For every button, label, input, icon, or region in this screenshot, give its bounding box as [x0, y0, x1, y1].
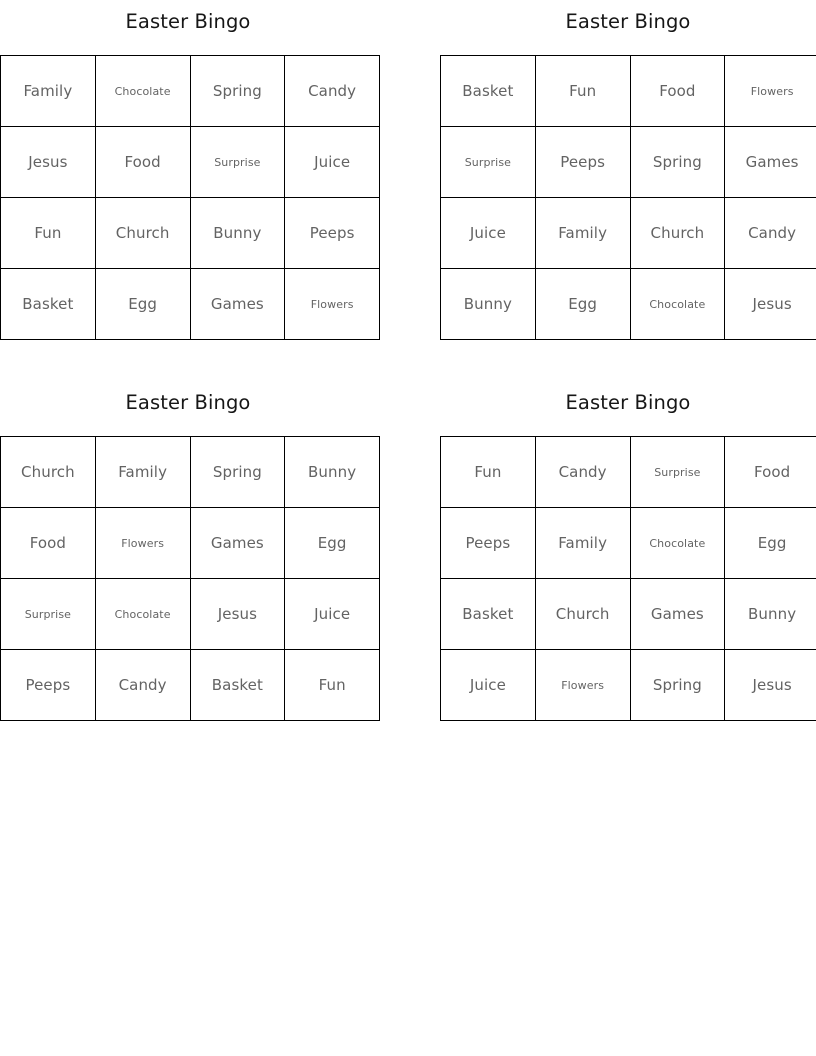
bingo-cell-label: Candy: [308, 81, 357, 100]
bingo-cell[interactable]: [1, 269, 96, 340]
bingo-cell[interactable]: [190, 508, 285, 579]
bingo-row: [441, 127, 816, 198]
bingo-cell[interactable]: [285, 56, 380, 127]
bingo-cell[interactable]: [95, 650, 190, 721]
bingo-cell-label: Chocolate: [114, 84, 171, 98]
card-title: Easter Bingo: [565, 391, 691, 414]
bingo-grid-3: [0, 436, 380, 721]
bingo-cell[interactable]: [630, 437, 725, 508]
bingo-cell[interactable]: [725, 650, 816, 721]
bingo-cell[interactable]: [535, 198, 630, 269]
bingo-cell-label: Chocolate: [649, 297, 706, 311]
bingo-cell-label: Church: [555, 604, 610, 623]
bingo-cell[interactable]: [535, 650, 630, 721]
bingo-cell[interactable]: [190, 579, 285, 650]
bingo-cell[interactable]: [190, 437, 285, 508]
bingo-cell[interactable]: [441, 579, 536, 650]
bingo-cell[interactable]: [630, 579, 725, 650]
bingo-cell-label: Jesus: [28, 152, 68, 171]
bingo-cell-label: Church: [115, 223, 170, 242]
bingo-cell-label: Spring: [212, 81, 262, 100]
bingo-cell-label: Church: [21, 462, 75, 481]
bingo-cell[interactable]: [285, 127, 380, 198]
bingo-cell[interactable]: [441, 508, 536, 579]
bingo-row: [441, 579, 816, 650]
bingo-cell[interactable]: [441, 437, 536, 508]
bingo-cell[interactable]: [535, 437, 630, 508]
bingo-cell[interactable]: [285, 650, 380, 721]
bingo-cell[interactable]: [630, 127, 725, 198]
bingo-cell-label: Spring: [652, 152, 702, 171]
bingo-row: [1, 650, 380, 721]
bingo-cell[interactable]: [1, 127, 96, 198]
bingo-cell[interactable]: [630, 508, 725, 579]
bingo-cell-label: Fun: [569, 81, 597, 100]
bingo-cell[interactable]: [725, 269, 816, 340]
bingo-row: [441, 198, 816, 269]
bingo-cell[interactable]: [95, 269, 190, 340]
bingo-cell-label: Food: [753, 462, 791, 481]
bingo-cell-label: Fun: [474, 462, 502, 481]
bingo-cell[interactable]: [441, 127, 536, 198]
bingo-grid-2: [440, 55, 816, 340]
bingo-cell[interactable]: [630, 269, 725, 340]
bingo-cell-label: Bunny: [463, 294, 512, 313]
bingo-cell[interactable]: [725, 508, 816, 579]
bingo-cell[interactable]: [535, 269, 630, 340]
bingo-cell-label: Egg: [128, 294, 158, 313]
bingo-card-3: [0, 389, 376, 721]
bingo-cell-label: Juice: [469, 223, 506, 242]
bingo-cell[interactable]: [95, 508, 190, 579]
bingo-cell[interactable]: [725, 56, 816, 127]
bingo-cell[interactable]: [630, 650, 725, 721]
bingo-cell[interactable]: [190, 127, 285, 198]
bingo-cell-label: Basket: [462, 81, 514, 100]
bingo-cell-label: Family: [558, 533, 608, 552]
bingo-cell-label: Juice: [314, 604, 351, 623]
bingo-card-1: [0, 8, 376, 340]
bingo-cell-label: Family: [23, 81, 73, 100]
bingo-cell[interactable]: [1, 198, 96, 269]
bingo-cell-label: Surprise: [464, 155, 512, 169]
bingo-cell[interactable]: [535, 127, 630, 198]
bingo-cell-label: Games: [210, 294, 264, 313]
bingo-cell[interactable]: [95, 56, 190, 127]
bingo-row: [441, 269, 816, 340]
bingo-cell-label: Candy: [558, 462, 607, 481]
bingo-cell[interactable]: [441, 56, 536, 127]
bingo-cell[interactable]: [725, 198, 816, 269]
bingo-row: [1, 508, 380, 579]
bingo-row: [1, 198, 380, 269]
bingo-cell[interactable]: [285, 579, 380, 650]
bingo-row: [1, 127, 380, 198]
bingo-cell-label: Flowers: [561, 678, 605, 692]
bingo-row: [1, 56, 380, 127]
bingo-grid-body: [1, 56, 380, 340]
bingo-cell[interactable]: [95, 579, 190, 650]
bingo-cell-label: Fun: [318, 675, 346, 694]
bingo-row: [1, 269, 380, 340]
bingo-grid-4: [440, 436, 816, 721]
bingo-cell-label: Peeps: [465, 533, 511, 552]
bingo-cell[interactable]: [535, 508, 630, 579]
bingo-cell-label: Juice: [469, 675, 506, 694]
bingo-cell-label: Basket: [462, 604, 514, 623]
bingo-row: [441, 56, 816, 127]
bingo-cell-label: Juice: [314, 152, 351, 171]
bingo-cell-label: Food: [124, 152, 161, 171]
bingo-cell[interactable]: [95, 437, 190, 508]
bingo-cell[interactable]: [285, 437, 380, 508]
bingo-cell[interactable]: [1, 579, 96, 650]
bingo-cell[interactable]: [1, 437, 96, 508]
bingo-grid-body: [1, 437, 380, 721]
bingo-cell[interactable]: [535, 579, 630, 650]
bingo-cell[interactable]: [285, 269, 380, 340]
bingo-cell-label: Games: [210, 533, 264, 552]
bingo-cell-label: Flowers: [310, 297, 354, 311]
bingo-cell-label: Food: [29, 533, 67, 552]
bingo-cell-label: Basket: [211, 675, 263, 694]
bingo-cell-label: Spring: [212, 462, 262, 481]
bingo-cell[interactable]: [725, 127, 816, 198]
bingo-cell-label: Surprise: [214, 155, 261, 169]
bingo-cell[interactable]: [725, 437, 816, 508]
bingo-cell-label: Jesus: [217, 604, 258, 623]
bingo-cell-label: Fun: [34, 223, 62, 242]
bingo-cell[interactable]: [441, 650, 536, 721]
bingo-card-4: [440, 389, 816, 721]
bingo-row: [441, 650, 816, 721]
bingo-cell[interactable]: [1, 508, 96, 579]
bingo-cell-label: Candy: [748, 223, 797, 242]
bingo-cell[interactable]: [190, 56, 285, 127]
bingo-cell[interactable]: [535, 56, 630, 127]
bingo-cell-label: Flowers: [121, 536, 165, 550]
bingo-cell-label: Surprise: [654, 465, 701, 479]
bingo-cell-label: Jesus: [752, 294, 792, 313]
bingo-cell[interactable]: [441, 269, 536, 340]
bingo-cell-label: Egg: [317, 533, 347, 552]
bingo-cell-label: Chocolate: [114, 607, 171, 621]
bingo-cell[interactable]: [95, 127, 190, 198]
bingo-cell-label: Family: [118, 462, 168, 481]
bingo-cell[interactable]: [190, 198, 285, 269]
bingo-cell-label: Peeps: [560, 152, 606, 171]
bingo-cell-label: Food: [659, 81, 696, 100]
bingo-cell-label: Basket: [22, 294, 74, 313]
bingo-row: [441, 437, 816, 508]
bingo-cell-label: Bunny: [213, 223, 262, 242]
card-title: Easter Bingo: [565, 10, 691, 33]
bingo-grid-1: [0, 55, 380, 340]
bingo-cell-label: Bunny: [308, 462, 357, 481]
bingo-cell-label: Games: [745, 152, 799, 171]
bingo-cell-label: Egg: [568, 294, 598, 313]
bingo-cell[interactable]: [190, 269, 285, 340]
bingo-cell[interactable]: [725, 579, 816, 650]
bingo-cell-label: Surprise: [24, 607, 72, 621]
bingo-cell[interactable]: [95, 198, 190, 269]
card-title: Easter Bingo: [125, 391, 251, 414]
bingo-cell-label: Spring: [652, 675, 702, 694]
bingo-cell[interactable]: [441, 198, 536, 269]
bingo-cell[interactable]: [630, 198, 725, 269]
bingo-cell-label: Church: [650, 223, 705, 242]
bingo-cell[interactable]: [1, 56, 96, 127]
bingo-cell-label: Chocolate: [649, 536, 706, 550]
bingo-cell[interactable]: [630, 56, 725, 127]
bingo-row: [1, 437, 380, 508]
bingo-cell-label: Family: [558, 223, 608, 242]
bingo-cell-label: Peeps: [25, 675, 71, 694]
bingo-cell-label: Jesus: [752, 675, 792, 694]
bingo-cell-label: Games: [650, 604, 704, 623]
bingo-row: [441, 508, 816, 579]
bingo-cell[interactable]: [1, 650, 96, 721]
card-title: Easter Bingo: [125, 10, 251, 33]
bingo-cell-label: Candy: [118, 675, 167, 694]
bingo-cell[interactable]: [285, 198, 380, 269]
bingo-cell[interactable]: [285, 508, 380, 579]
bingo-cell-label: Flowers: [750, 84, 794, 98]
bingo-row: [1, 579, 380, 650]
bingo-cell-label: Bunny: [748, 604, 797, 623]
bingo-card-2: [440, 8, 816, 340]
bingo-cell-label: Egg: [757, 533, 787, 552]
bingo-grid-body: [441, 437, 816, 721]
bingo-cell-label: Peeps: [309, 223, 355, 242]
bingo-grid-body: [441, 56, 816, 340]
bingo-cell[interactable]: [190, 650, 285, 721]
